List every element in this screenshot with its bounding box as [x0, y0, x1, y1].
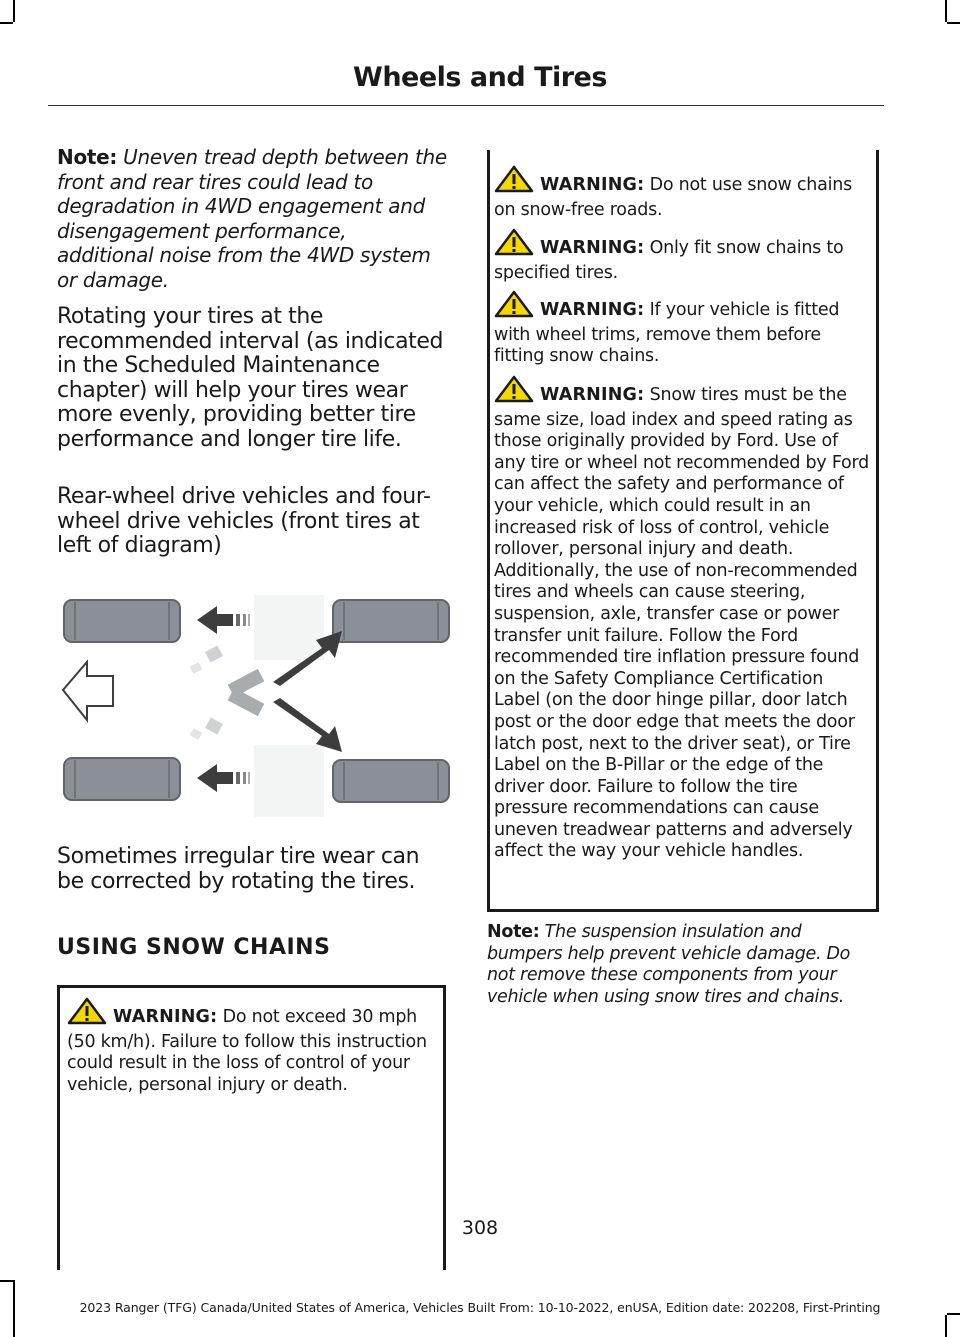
footer-edition: 2023 Ranger (TFG) Canada/United States of America, Vehicles Built From: 10-10-2022, enUSA, Edition date: 202208, First-Printing — [79, 1300, 881, 1315]
warning-triangle-icon — [494, 165, 534, 200]
arrow-diagonal-down — [190, 688, 342, 752]
section-heading-snow-chains: USING SNOW CHAINS — [57, 935, 331, 960]
tire-front-right — [64, 758, 180, 800]
warning-text: If your vehicle is fitted with wheel trims, remove them before fitting snow chains. — [494, 300, 840, 367]
warning-label: WARNING: — [540, 175, 645, 195]
warning-triangle-icon — [494, 375, 534, 410]
warning-text: Snow tires must be the same size, load index and speed rating as those originally provided by Ford. Use of any tire or wheel not recommended by Ford can affect the safety and performance of your vehicle, which could result in an increased risk of loss of control, vehicle rollover, personal injury and death. Additionally, the use of non-recommended tires and wheels can cause steering, suspension, axle, transfer case or power transfer unit failure. Follow the Ford recommended tire inflation pressure found on the Safety Compliance Certification Label (on the door hinge pillar, door latch post or the door edge that meets the door latch post, next to the driver seat), or Tire Label on the B-Pillar or the edge of the driver door. Failure to follow the tire pressure recommendations can cause uneven treadwear patterns and adversely affect the way your vehicle handles. — [494, 385, 869, 862]
warning-text: Only fit snow chains to specified tires. — [494, 238, 844, 283]
warning-label: WARNING: — [540, 385, 645, 405]
arrow-bottom-straight — [197, 764, 250, 792]
tire-rear-left — [333, 600, 449, 642]
warning-specified-tires — [494, 228, 874, 284]
crop-mark — [13, 0, 15, 22]
warning-box-snow-chains — [487, 150, 879, 912]
tire-front-left — [64, 600, 180, 642]
warning-label: WARNING: — [540, 300, 645, 320]
warning-snow-free-roads — [494, 165, 874, 221]
warning-text: Do not exceed 30 mph (50 km/h). Failure to follow this instruction could result in the loss of control of your vehicle, personal injury or death. — [67, 1007, 427, 1095]
crop-mark — [0, 22, 13, 24]
page-title: Wheels and Tires — [353, 62, 607, 93]
note-text: The suspension insulation and bumpers help prevent vehicle damage. Do not remove these components from your vehicle when using snow tires and chains. — [487, 922, 851, 1007]
page-number: 308 — [461, 1217, 499, 1239]
tire-rotation-diagram — [57, 590, 453, 820]
tire-rear-right — [333, 760, 449, 802]
tire-rotation-illustration — [57, 590, 453, 820]
front-direction-arrow — [63, 662, 113, 720]
note-label: Note: — [57, 145, 118, 169]
note-label: Note: — [487, 922, 540, 942]
warning-label: WARNING: — [113, 1007, 218, 1027]
warning-box-top-border — [57, 985, 443, 988]
warning-triangle-icon — [494, 228, 534, 263]
warning-triangle-icon — [494, 290, 534, 325]
crop-mark — [947, 22, 960, 24]
warning-wheel-trims — [494, 290, 874, 368]
crop-mark — [0, 1280, 13, 1282]
warning-speed — [67, 997, 437, 1096]
warning-triangle-icon — [67, 997, 107, 1032]
rotation-paragraph: Rotating your tires at the recommended interval (as indicated in the Scheduled Maintenance chapter) will help your tires wear more evenly, providing better tire performance and longer tire life. — [57, 304, 444, 452]
crop-mark — [945, 1315, 947, 1337]
warning-text: Do not use snow chains on snow-free roads. — [494, 175, 852, 220]
suspension-note — [487, 922, 879, 1008]
warning-label: WARNING: — [540, 238, 645, 258]
irregular-wear-paragraph: Sometimes irregular tire wear can be corrected by rotating the tires. — [57, 844, 420, 894]
warning-snow-tires-size — [494, 375, 874, 863]
rwd-paragraph: Rear-wheel drive vehicles and four-wheel drive vehicles (front tires at left of diagram) — [57, 484, 431, 558]
header-divider — [48, 105, 884, 106]
crop-mark — [945, 0, 947, 22]
tread-depth-note — [57, 145, 447, 292]
arrow-top-straight — [197, 606, 250, 634]
note-text: Uneven tread depth between the front and rear tires could lead to degradation in 4WD engagement and disengagement performance, additional noise from the 4WD system or damage. — [57, 145, 447, 292]
